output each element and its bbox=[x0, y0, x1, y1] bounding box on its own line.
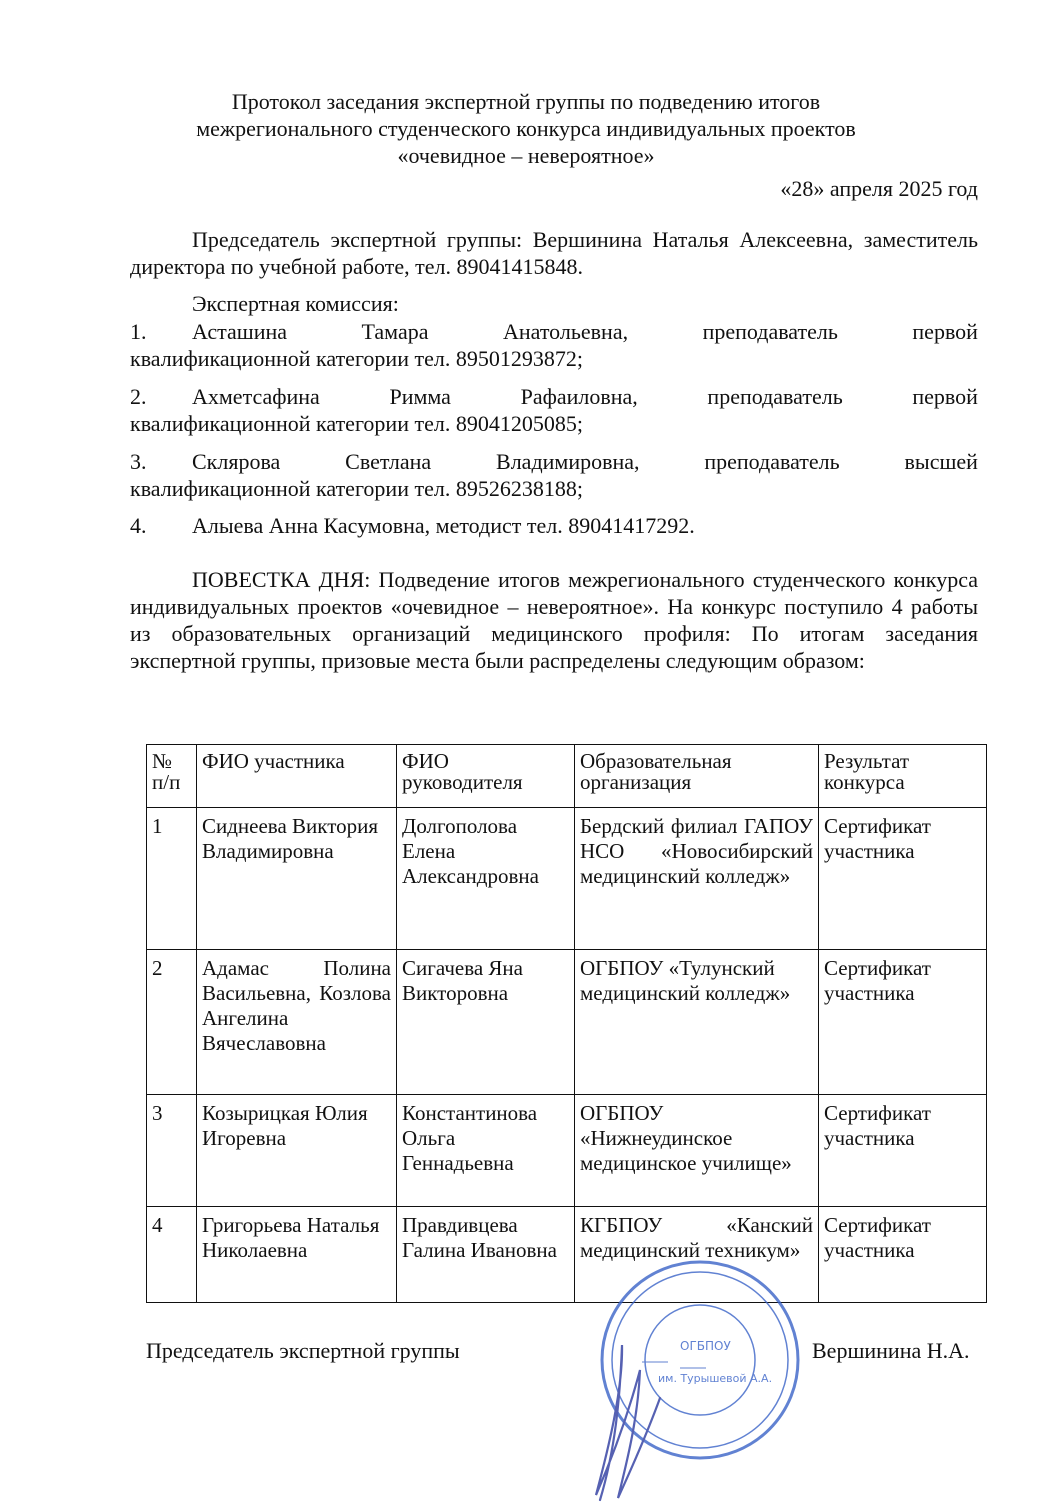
member-3-word: Склярова bbox=[192, 449, 281, 474]
cell-num: 4 bbox=[147, 1207, 197, 1303]
member-1-line-1 bbox=[192, 318, 978, 345]
member-3-word: преподаватель bbox=[704, 449, 840, 474]
header-num: № п/п bbox=[147, 745, 197, 808]
stamp-inner-text: ОГБПОУ bbox=[680, 1339, 731, 1353]
header-supervisor: ФИО руководителя bbox=[397, 745, 575, 808]
cell-participant: Адамас Полина Васильевна, Козлова Ангелина Вячеславовна bbox=[197, 950, 397, 1095]
signature-label: Председатель экспертной группы bbox=[146, 1338, 460, 1363]
cell-participant: Сиднеева Виктория Владимировна bbox=[197, 808, 397, 950]
title-line-2: межрегионального студенческого конкурса индивидуальных проектов bbox=[196, 116, 856, 141]
header-participant: ФИО участника bbox=[197, 745, 397, 808]
title-line-3: «очевидное – невероятное» bbox=[397, 143, 655, 168]
cell-num: 2 bbox=[147, 950, 197, 1095]
member-4-number: 4. bbox=[130, 513, 147, 538]
member-4-line: Алыева Анна Касумовна, методист тел. 89041417292. bbox=[192, 513, 695, 538]
cell-supervisor: Константинова Ольга Геннадьевна bbox=[397, 1095, 575, 1207]
stamp-name-text: им. Турышевой А.А. bbox=[658, 1372, 773, 1385]
header-organization: Образовательная организация bbox=[575, 745, 819, 808]
member-2-word: преподаватель bbox=[707, 384, 843, 409]
member-3-line-2: квалификационной категории тел. 89526238188; bbox=[130, 476, 583, 501]
table-row bbox=[147, 1095, 987, 1207]
agenda-paragraph: ПОВЕСТКА ДНЯ: Подведение итогов межрегионального студенческого конкурса индивидуальных проектов «очевидное – невероятное». На конкурс поступило 4 работы из образовательных организаций медицинского профиля: По итогам заседания экспертной группы, призовые места были распределены следующим образом: bbox=[130, 567, 978, 673]
member-1-number: 1. bbox=[130, 319, 147, 344]
member-3-word: высшей bbox=[904, 449, 978, 474]
cell-organization: ОГБПОУ «Нижнеудинское медицинское училище» bbox=[575, 1095, 819, 1207]
results-table bbox=[146, 744, 987, 1303]
member-2-word: Ахметсафина bbox=[192, 384, 320, 409]
cell-result: Сертификат участника bbox=[819, 950, 987, 1095]
official-seal-stamp bbox=[560, 1250, 820, 1510]
cell-result: Сертификат участника bbox=[819, 1095, 987, 1207]
header-result: Результат конкурса bbox=[819, 745, 987, 808]
member-2-line-2: квалификационной категории тел. 89041205085; bbox=[130, 411, 583, 436]
table-row bbox=[147, 950, 987, 1095]
member-3-number: 3. bbox=[130, 449, 147, 474]
member-2-number: 2. bbox=[130, 384, 147, 409]
cell-num: 1 bbox=[147, 808, 197, 950]
title-line-1: Протокол заседания экспертной группы по подведению итогов bbox=[231, 89, 821, 114]
cell-participant: Григорьева Наталья Николаевна bbox=[197, 1207, 397, 1303]
chair-paragraph: Председатель экспертной группы: Вершинина Наталья Алексеевна, заместитель директора по учебной работе, тел. 89041415848. bbox=[130, 227, 978, 279]
member-1-word: первой bbox=[912, 319, 978, 344]
signature-name: Вершинина Н.А. bbox=[812, 1338, 970, 1363]
cell-supervisor: Сигачева Яна Викторовна bbox=[397, 950, 575, 1095]
member-3-line-1 bbox=[192, 448, 978, 475]
member-2-word: первой bbox=[912, 384, 978, 409]
cell-supervisor: Правдивцева Галина Ивановна bbox=[397, 1207, 575, 1303]
member-1-word: Тамара bbox=[361, 319, 429, 344]
table-header-row bbox=[147, 745, 987, 808]
member-1-word: Анатольевна, bbox=[502, 319, 629, 344]
member-1-word: Асташина bbox=[192, 319, 288, 344]
cell-result: Сертификат участника bbox=[819, 808, 987, 950]
member-3-word: Светлана bbox=[345, 449, 432, 474]
table-row bbox=[147, 808, 987, 950]
cell-supervisor: Долгополова Елена Александровна bbox=[397, 808, 575, 950]
cell-num: 3 bbox=[147, 1095, 197, 1207]
cell-organization: Бердский филиал ГАПОУ НСО «Новосибирский медицинский колледж» bbox=[575, 808, 819, 950]
protocol-date: «28» апреля 2025 год bbox=[780, 176, 978, 201]
commission-heading: Экспертная комиссия: bbox=[192, 291, 399, 316]
member-2-line-1 bbox=[192, 383, 978, 410]
cell-result: Сертификат участника bbox=[819, 1207, 987, 1303]
member-2-word: Рафаиловна, bbox=[520, 384, 638, 409]
cell-organization: ОГБПОУ «Тулунский медицинский колледж» bbox=[575, 950, 819, 1095]
member-1-line-2: квалификационной категории тел. 89501293872; bbox=[130, 346, 583, 371]
cell-organization: КГБПОУ «Канский медицинский техникум» bbox=[575, 1207, 819, 1303]
member-3-word: Владимировна, bbox=[496, 449, 640, 474]
member-1-word: преподаватель bbox=[702, 319, 838, 344]
member-2-word: Римма bbox=[389, 384, 451, 409]
handwritten-signature-icon bbox=[596, 1345, 660, 1500]
cell-participant: Козырицкая Юлия Игоревна bbox=[197, 1095, 397, 1207]
